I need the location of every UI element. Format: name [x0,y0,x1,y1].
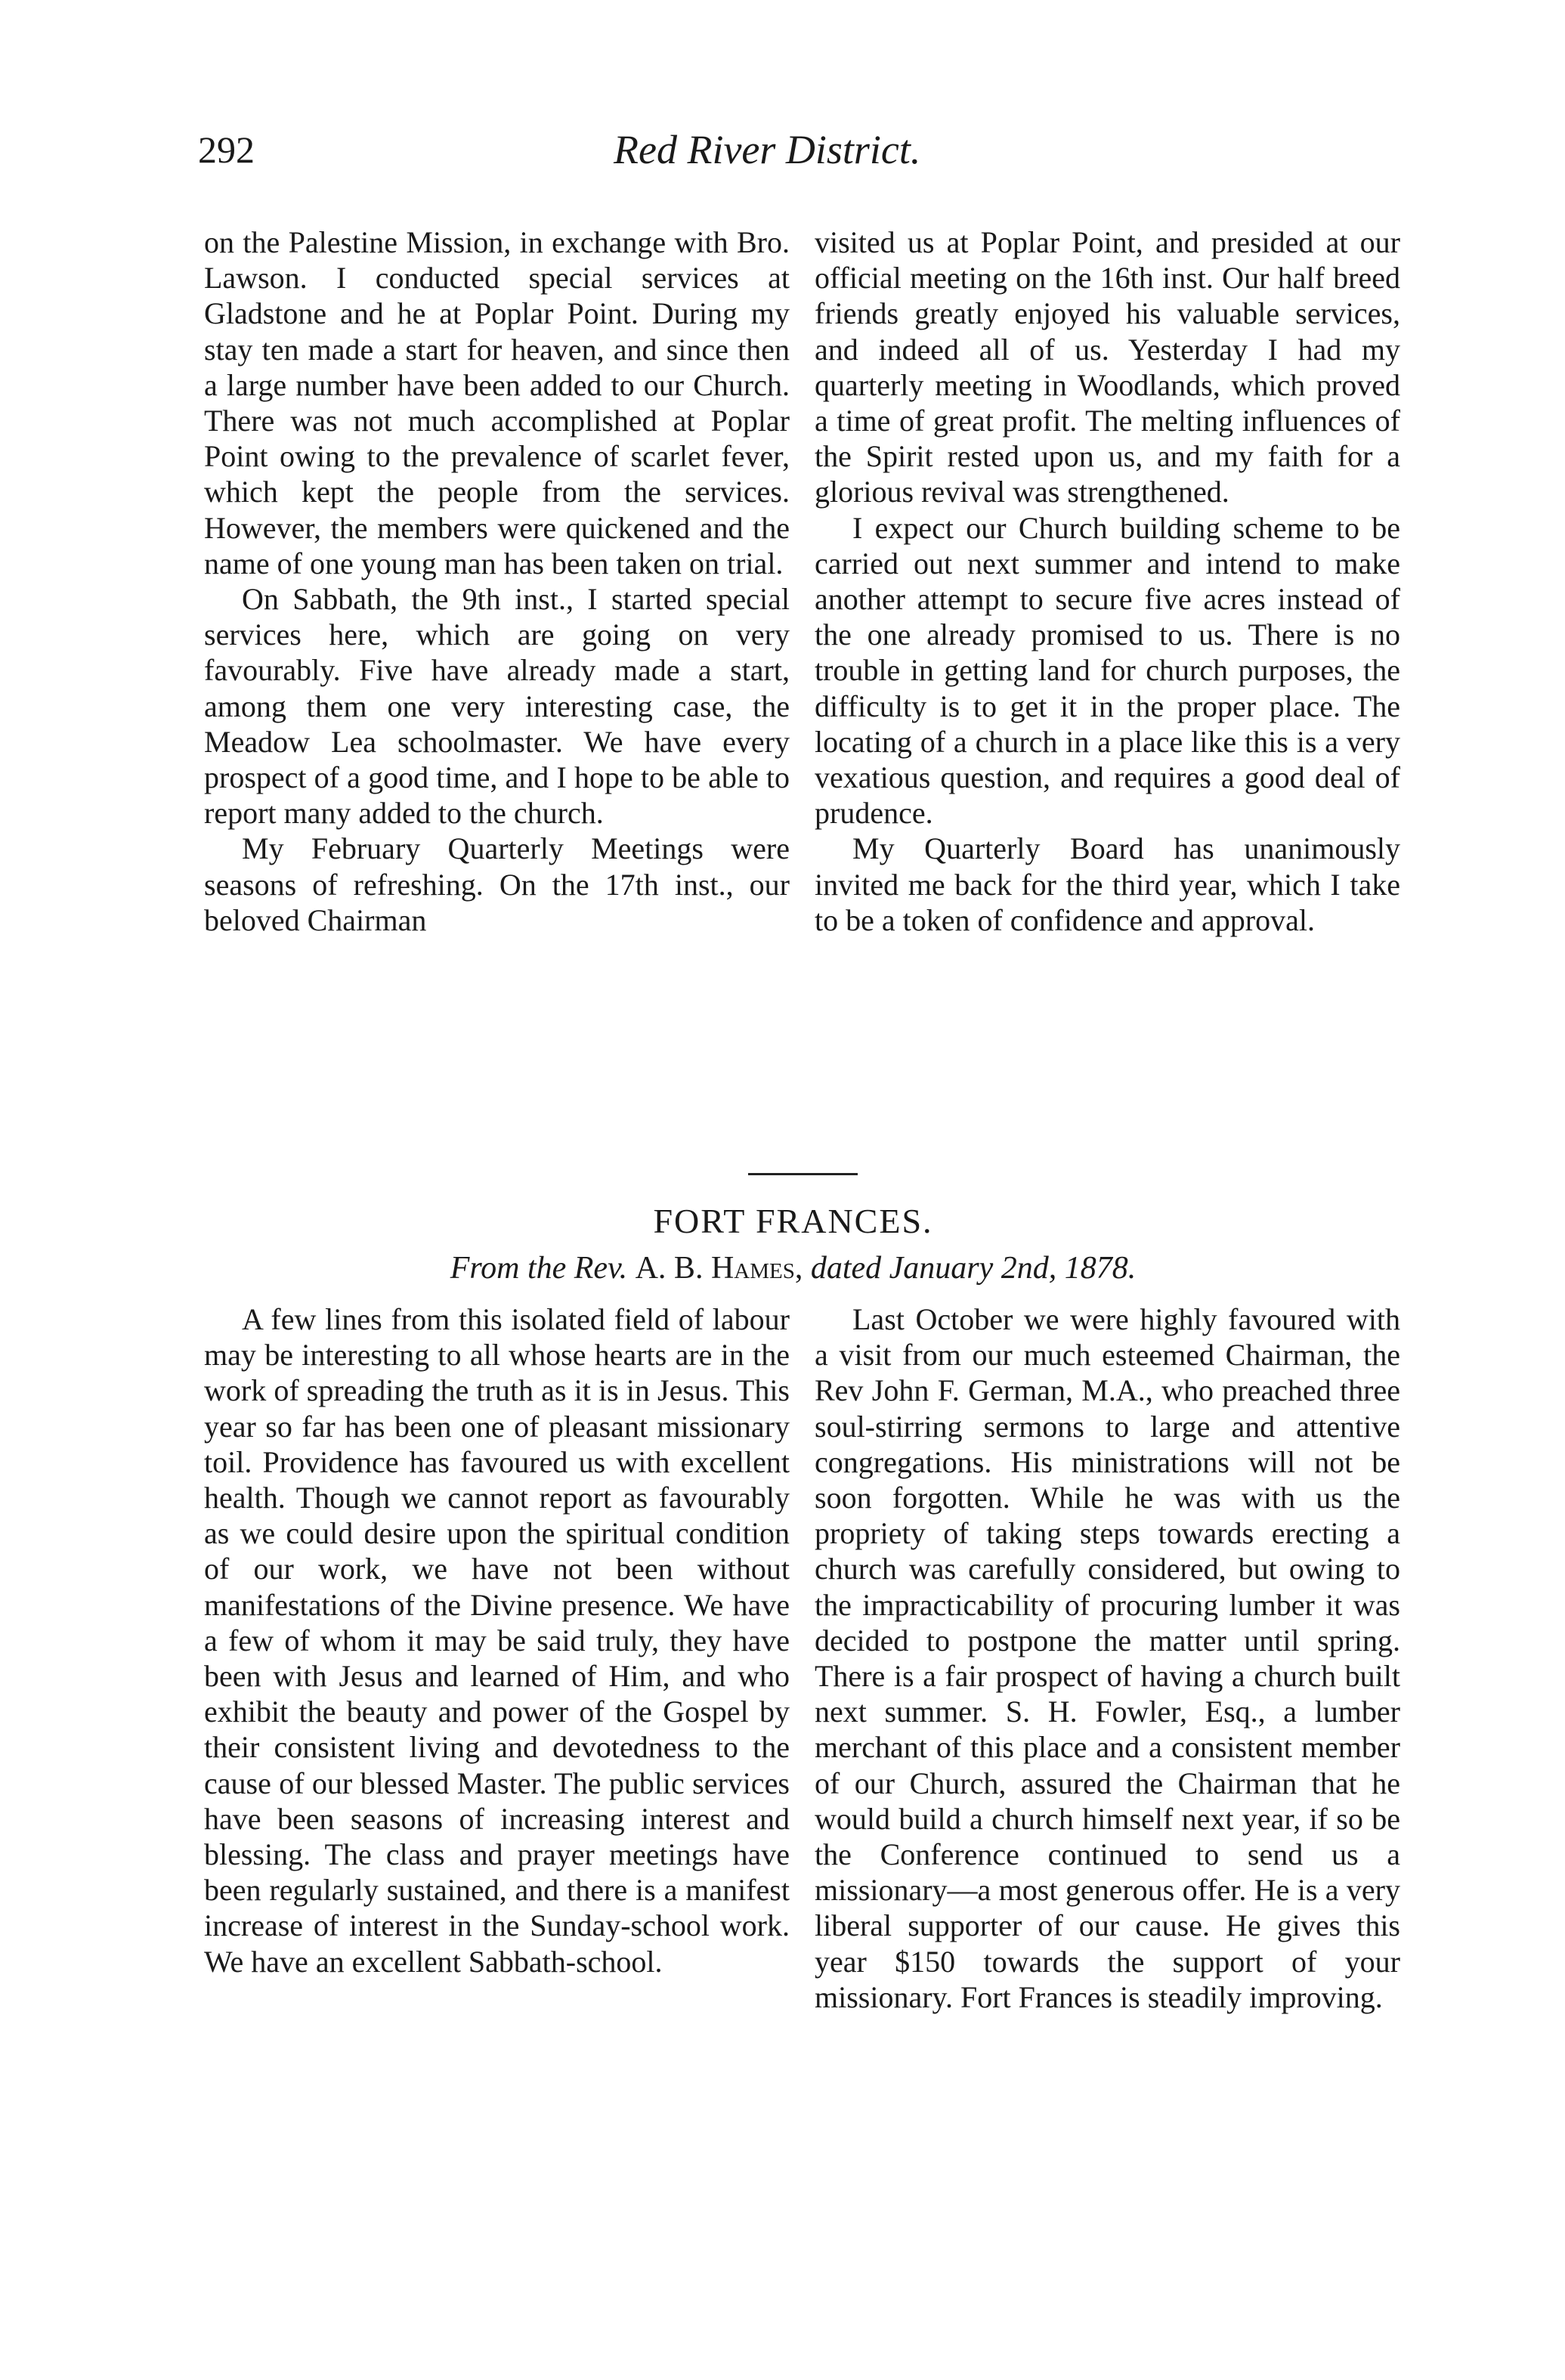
paragraph: visited us at Poplar Point, and presided at our official meeting on the 16th inst. Our half breed friends greatly enjoyed his valuable services, and indeed all of us. Yesterday I had my quarterly meeting in Woodlands, which proved a time of great profit. The melting influences of the Spirit rested upon us, and my faith for a glorious revival was strengthened. [815,225,1400,509]
running-title: Red River District. [614,127,921,172]
paragraph: Last October we were highly favoured with a visit from our much esteemed Chairman, the Rev John F. German, M.A., who preached three soul-stirring sermons to large and attentive congregations. His ministrations will not be soon forgotten. While he was with us the propriety of taking steps towards erecting a church was carefully considered, but owing to the impracticability of procuring lumber it was decided to postpone the matter until spring. There is a fair prospect of having a church built next summer. S. H. Fowler, Esq., a lumber merchant of this place and a consistent member of our Church, assured the Chairman that he would build a church himself next year, if so be the Conference continued to send us a missionary—a most generous offer. He is a very liberal supporter of our cause. He gives this year $150 towards the support of your missionary. Fort Frances is steadily improving. [815,1302,1400,2014]
page-number: 292 [198,128,255,171]
section-byline [198,1249,1388,1288]
running-head [198,127,1384,180]
top-right-column [815,224,1400,938]
byline-author: A. B. Hames, [635,1251,803,1286]
paragraph: On Sabbath, the 9th inst., I started special services here, which are going on very favourably. Five have already made a start, among them one very interesting case, the Meadow Lea schoolmaster. We have every prospect of a good time, and I hope to be able to report many added to the church. [204,582,790,831]
bottom-left-column [204,1301,790,1979]
paragraph: on the Palestine Mission, in exchange with Bro. Lawson. I conducted special services at Gladstone and he at Poplar Point. During my stay ten made a start for heaven, and since then a large number have been added to our Church. There was not much accomplished at Poplar Point owing to the prevalence of scarlet fever, which kept the people from the services. However, the members were quickened and the name of one young man has been taken on trial. [204,225,790,580]
section-divider-rule [748,1173,858,1175]
paragraph: A few lines from this isolated field of labour may be interesting to all whose hearts are in the work of spreading the truth as it is in Jesus. This year so far has been one of pleasant missionary toil. Providence has favoured us with excellent health. Though we cannot report as favourably as we could desire upon the spiritual condition of our work, we have not been without manifestations of the Divine presence. We have a few of whom it may be said truly, they have been with Jesus and learned of Him, and who exhibit the beauty and power of the Gospel by their consistent living and devotedness to the cause of our blessed Master. The public services have been seasons of increasing interest and blessing. The class and prayer meetings have been regularly sustained, and there is a manifest increase of interest in the Sunday-school work. We have an excellent Sabbath-school. [204,1302,790,1979]
paragraph: My Quarterly Board has unanimously invited me back for the third year, which I take to be a token of confidence and approval. [815,831,1400,937]
paragraph: My February Quarterly Meetings were seasons of refreshing. On the 17th inst., our beloved Chairman [204,831,790,937]
paragraph: I expect our Church building scheme to be carried out next summer and intend to make another attempt to secure five acres instead of the one already promised to us. There is no trouble in getting land for church purposes, the difficulty is to get it in the proper place. The locating of a church in a place like this is a very vexatious question, and requires a good deal of prudence. [815,510,1400,831]
bottom-right-column [815,1301,1400,2015]
section-heading: FORT FRANCES. [653,1202,933,1240]
byline-date: dated January 2nd, 1878. [810,1251,1137,1286]
top-left-column [204,224,790,938]
byline-from: From the Rev. [450,1251,628,1286]
